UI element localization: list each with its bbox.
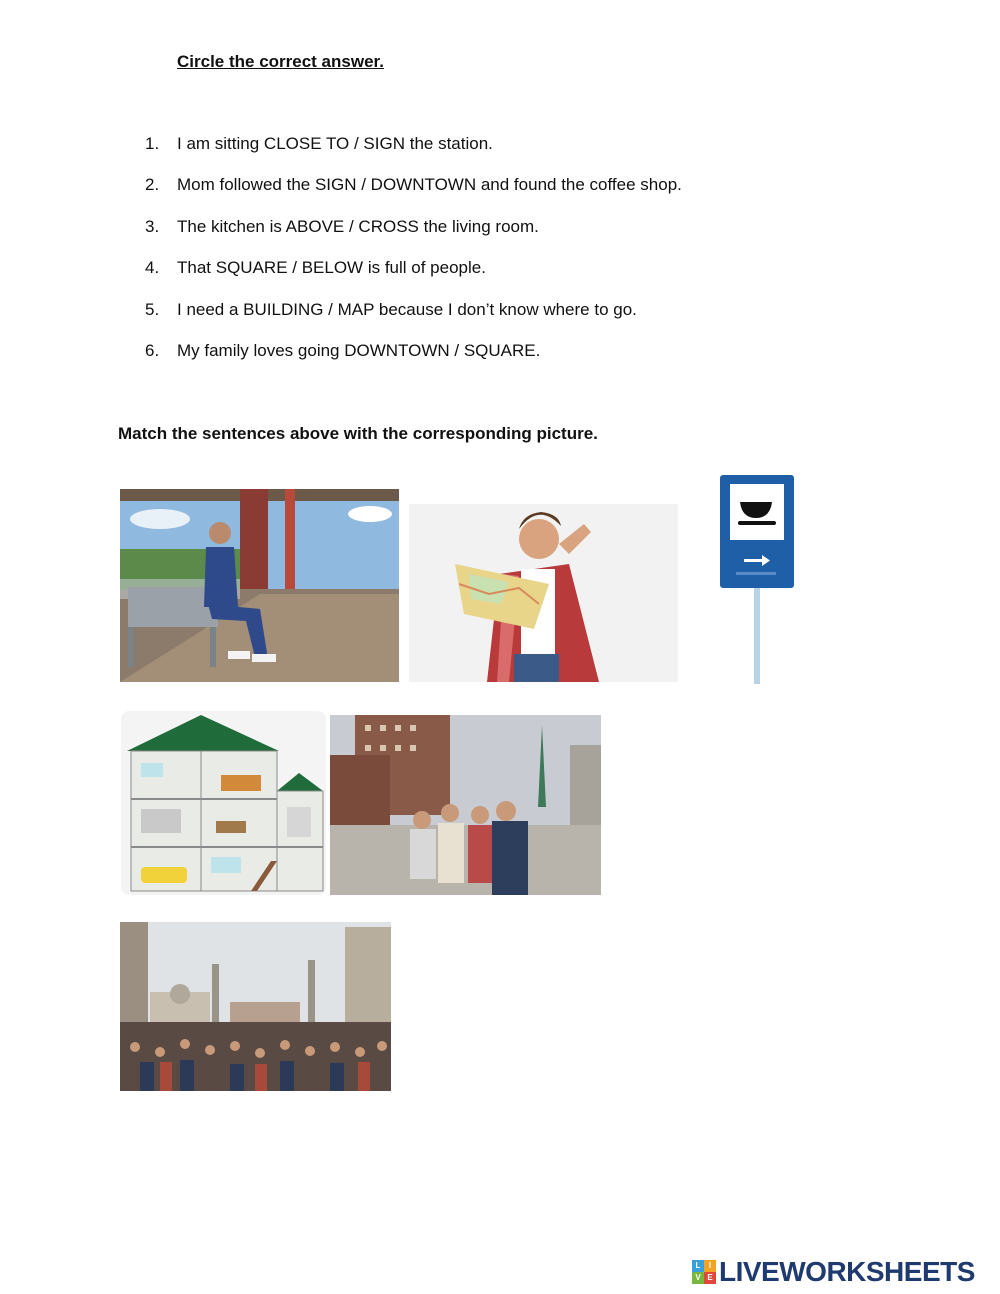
logo-letter: L (692, 1260, 704, 1272)
question-item (145, 134, 682, 175)
logo-letter: E (704, 1272, 716, 1284)
question-number: 1. (145, 134, 160, 153)
question-item (145, 341, 682, 382)
question-number: 3. (145, 216, 160, 236)
coffee-sign-image (714, 472, 800, 684)
logo-text: LIVEWORKSHEETS (719, 1256, 975, 1287)
instruction-circle: Circle the correct answer. (177, 52, 384, 71)
question-item (145, 217, 682, 258)
question-text: I am sitting CLOSE TO / SIGN the station. (177, 134, 493, 153)
question-text: The kitchen is ABOVE / CROSS the living room. (177, 216, 539, 236)
question-number: 4. (145, 258, 160, 278)
house-cross-section-image (121, 711, 326, 895)
logo-mark-icon (692, 1260, 716, 1284)
man-with-map-image (409, 504, 678, 682)
question-item (145, 300, 682, 341)
question-text: My family loves going DOWNTOWN / SQUARE. (177, 340, 541, 360)
crowded-square-image (120, 922, 391, 1091)
logo-letter: V (692, 1272, 704, 1284)
question-number: 5. (145, 299, 160, 319)
family-downtown-image (330, 715, 601, 895)
question-text: Mom followed the SIGN / DOWNTOWN and found the coffee shop. (177, 175, 682, 195)
question-list (145, 134, 682, 382)
question-item (145, 258, 682, 299)
liveworksheets-logo (692, 1256, 975, 1288)
question-number: 6. (145, 340, 160, 360)
logo-letter: I (704, 1260, 716, 1272)
instruction-match: Match the sentences above with the corresponding picture. (118, 424, 598, 443)
question-item (145, 175, 682, 216)
question-text: That SQUARE / BELOW is full of people. (177, 258, 486, 278)
woman-at-station-image (120, 489, 399, 682)
question-number: 2. (145, 175, 160, 195)
question-text: I need a BUILDING / MAP because I don’t know where to go. (177, 299, 637, 319)
